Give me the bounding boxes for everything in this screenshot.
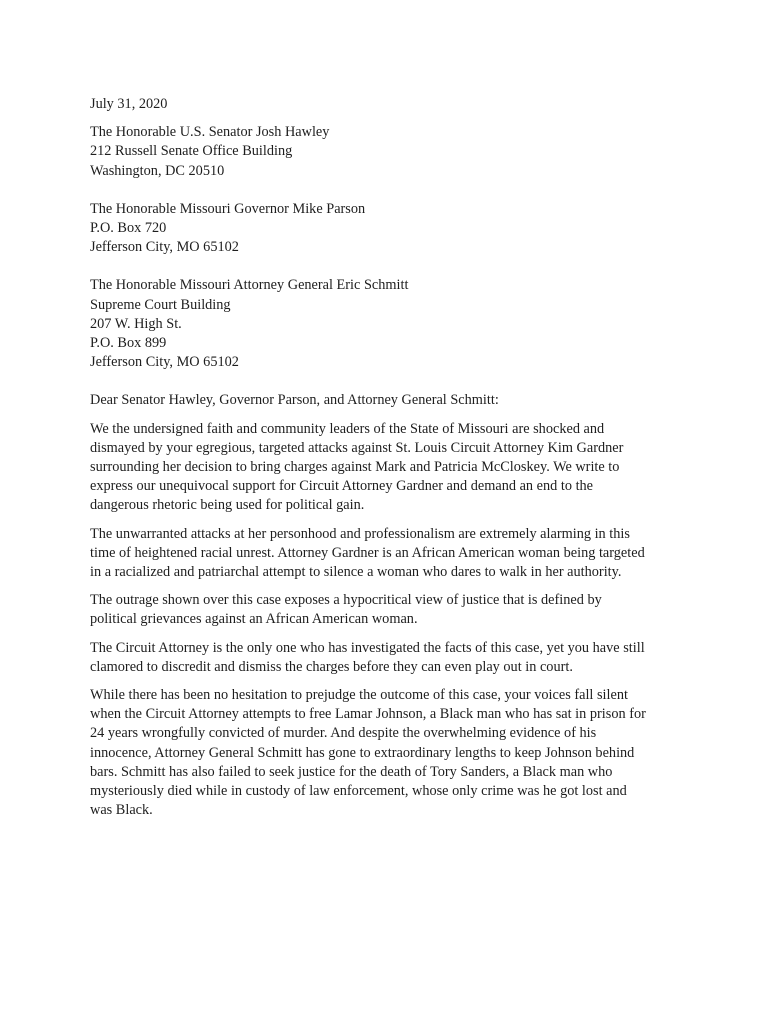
paragraph-line: when the Circuit Attorney attempts to free Lamar Johnson, a Black man who has sat in prison for [90, 706, 646, 723]
address-line: The Honorable Missouri Attorney General Eric Schmitt [90, 277, 409, 294]
paragraph-line: surrounding her decision to bring charges against Mark and Patricia McCloskey. We write to [90, 459, 620, 476]
address-line: 207 W. High St. [90, 315, 182, 332]
address-line: 212 Russell Senate Office Building [90, 143, 293, 160]
address-line: The Honorable U.S. Senator Josh Hawley [90, 124, 330, 141]
body-paragraph-4 [90, 639, 698, 677]
address-line: P.O. Box 899 [90, 335, 167, 352]
paragraph-line: in a racialized and patriarchal attempt to silence a woman who dares to walk in her authority. [90, 564, 622, 581]
paragraph-line: dismayed by your egregious, targeted attacks against St. Louis Circuit Attorney Kim Gardner [90, 439, 624, 456]
body-paragraph-2 [90, 525, 698, 583]
paragraph-line: was Black. [90, 802, 153, 819]
salutation: Dear Senator Hawley, Governor Parson, and Attorney General Schmitt: [90, 392, 499, 409]
paragraph-line: innocence, Attorney General Schmitt has gone to extraordinary lengths to keep Johnson behind [90, 744, 635, 761]
address-line: Jefferson City, MO 65102 [90, 354, 239, 371]
recipient-address-schmitt [90, 276, 698, 372]
address-line: Jefferson City, MO 65102 [90, 239, 239, 256]
letter-date: July 31, 2020 [90, 96, 168, 112]
address-line: The Honorable Missouri Governor Mike Parson [90, 200, 366, 217]
body-paragraph-3 [90, 591, 698, 629]
paragraph-line: We the undersigned faith and community leaders of the State of Missouri are shocked and [90, 420, 605, 437]
paragraph-line: time of heightened racial unrest. Attorney Gardner is an African American woman being targeted [90, 544, 645, 561]
paragraph-line: clamored to discredit and dismiss the charges before they can even play out in court. [90, 658, 573, 675]
body-paragraph-1 [90, 420, 698, 516]
paragraph-line: The unwarranted attacks at her personhood and professionalism are extremely alarming in this [90, 525, 630, 542]
address-line: P.O. Box 720 [90, 220, 167, 237]
paragraph-line: mysteriously died while in custody of law enforcement, whose only crime was he got lost and [90, 783, 627, 800]
paragraph-line: The Circuit Attorney is the only one who has investigated the facts of this case, yet you have still [90, 639, 645, 656]
paragraph-line: bars. Schmitt has also failed to seek justice for the death of Tory Sanders, a Black man who [90, 763, 613, 780]
paragraph-line: The outrage shown over this case exposes a hypocritical view of justice that is defined by [90, 592, 602, 609]
paragraph-line: dangerous rhetoric being used for political gain. [90, 497, 365, 514]
address-line: Washington, DC 20510 [90, 162, 225, 179]
recipient-address-hawley [90, 123, 698, 181]
recipient-address-parson [90, 200, 698, 258]
paragraph-line: 24 years wrongfully convicted of murder. And despite the overwhelming evidence of his [90, 725, 597, 742]
address-line: Supreme Court Building [90, 296, 231, 313]
body-paragraph-5 [90, 686, 698, 820]
paragraph-line: express our unequivocal support for Circuit Attorney Gardner and demand an end to the [90, 478, 594, 495]
paragraph-line: political grievances against an African American woman. [90, 611, 418, 628]
paragraph-line: While there has been no hesitation to prejudge the outcome of this case, your voices fall silent [90, 687, 628, 704]
